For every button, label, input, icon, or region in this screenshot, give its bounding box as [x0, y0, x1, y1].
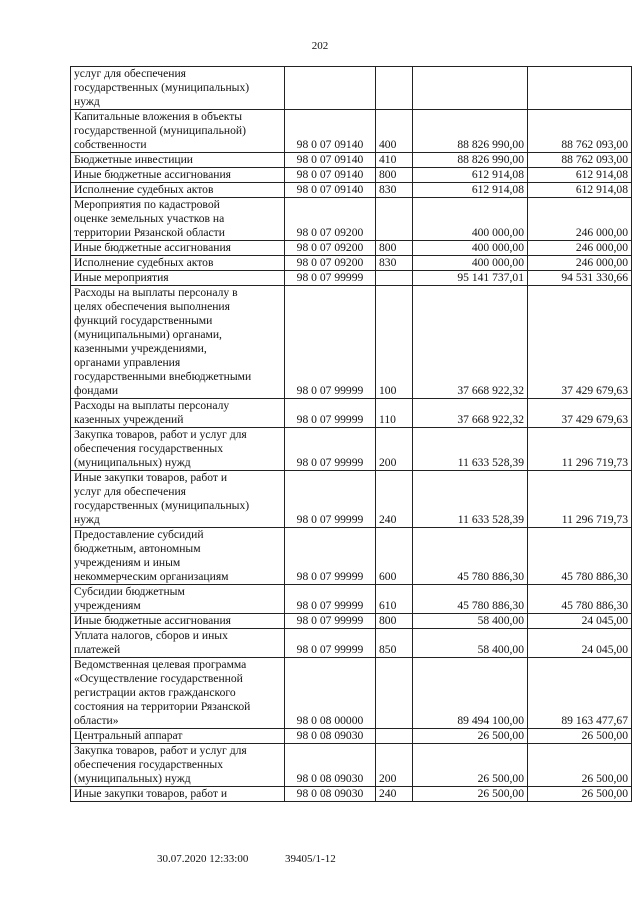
row-value-2020-cell: 88 826 990,00 — [413, 110, 528, 153]
row-type-cell: 200 — [376, 744, 413, 787]
table-row — [71, 658, 632, 729]
row-name-cell: Уплата налогов, сборов и иных платежей — [71, 629, 285, 658]
row-value-2020-cell: 26 500,00 — [413, 744, 528, 787]
table-row — [71, 729, 632, 744]
row-type-cell: 400 — [376, 110, 413, 153]
row-value-executed-cell: 246 000,00 — [528, 256, 632, 271]
row-name-cell: Закупка товаров, работ и услуг для обеспечения государственных (муниципальных) нужд — [71, 744, 285, 787]
row-value-executed-cell: 24 045,00 — [528, 614, 632, 629]
table-row — [71, 198, 632, 241]
row-type-cell: 850 — [376, 629, 413, 658]
row-code-cell: 98 0 07 09140 — [285, 153, 376, 168]
row-name-cell: Иные закупки товаров, работ и — [71, 787, 285, 802]
row-value-2020-cell: 26 500,00 — [413, 787, 528, 802]
row-value-2020-cell: 400 000,00 — [413, 198, 528, 241]
row-type-cell: 410 — [376, 153, 413, 168]
row-value-2020-cell: 26 500,00 — [413, 729, 528, 744]
table-row — [71, 614, 632, 629]
row-type-cell: 800 — [376, 614, 413, 629]
row-value-executed-cell: 88 762 093,00 — [528, 153, 632, 168]
row-value-2020-cell: 11 633 528,39 — [413, 428, 528, 471]
row-type-cell: 830 — [376, 256, 413, 271]
row-code-cell: 98 0 07 99999 — [285, 629, 376, 658]
row-type-cell: 830 — [376, 183, 413, 198]
row-code-cell — [285, 67, 376, 110]
row-value-executed-cell: 94 531 330,66 — [528, 271, 632, 286]
row-value-executed-cell: 89 163 477,67 — [528, 658, 632, 729]
row-value-executed-cell: 37 429 679,63 — [528, 399, 632, 428]
row-code-cell: 98 0 07 09140 — [285, 168, 376, 183]
row-type-cell: 100 — [376, 286, 413, 399]
row-value-2020-cell: 58 400,00 — [413, 629, 528, 658]
row-name-cell: Закупка товаров, работ и услуг для обеспечения государственных (муниципальных) нужд — [71, 428, 285, 471]
row-value-2020-cell — [413, 67, 528, 110]
row-name-cell: Мероприятия по кадастровой оценке земельных участков на территории Рязанской области — [71, 198, 285, 241]
row-type-cell: 240 — [376, 471, 413, 528]
row-name-cell: Расходы на выплаты персоналу казенных учреждений — [71, 399, 285, 428]
row-value-executed-cell: 11 296 719,73 — [528, 471, 632, 528]
row-value-executed-cell: 37 429 679,63 — [528, 286, 632, 399]
row-name-cell: Иные бюджетные ассигнования — [71, 241, 285, 256]
row-code-cell: 98 0 07 99999 — [285, 528, 376, 585]
row-code-cell: 98 0 07 09200 — [285, 241, 376, 256]
table-row — [71, 399, 632, 428]
row-value-2020-cell: 45 780 886,30 — [413, 585, 528, 614]
table-row — [71, 67, 632, 110]
row-value-2020-cell: 37 668 922,32 — [413, 286, 528, 399]
row-type-cell — [376, 67, 413, 110]
row-type-cell: 800 — [376, 168, 413, 183]
row-value-2020-cell: 88 826 990,00 — [413, 153, 528, 168]
budget-table-body — [71, 67, 632, 802]
row-code-cell: 98 0 07 99999 — [285, 428, 376, 471]
row-value-2020-cell: 45 780 886,30 — [413, 528, 528, 585]
row-name-cell: услуг для обеспечения государственных (муниципальных) нужд — [71, 67, 285, 110]
row-type-cell: 800 — [376, 241, 413, 256]
row-type-cell — [376, 729, 413, 744]
row-name-cell: Ведомственная целевая программа «Осуществление государственной регистрации актов гражданского состояния на территории Рязанской области» — [71, 658, 285, 729]
table-row — [71, 744, 632, 787]
row-value-executed-cell: 612 914,08 — [528, 183, 632, 198]
row-value-2020-cell: 400 000,00 — [413, 256, 528, 271]
row-code-cell: 98 0 08 00000 — [285, 658, 376, 729]
row-value-executed-cell: 26 500,00 — [528, 744, 632, 787]
row-value-2020-cell: 612 914,08 — [413, 168, 528, 183]
row-code-cell: 98 0 07 09200 — [285, 256, 376, 271]
row-code-cell: 98 0 07 99999 — [285, 471, 376, 528]
row-code-cell: 98 0 08 09030 — [285, 787, 376, 802]
page-number: 202 — [311, 40, 329, 52]
row-name-cell: Иные бюджетные ассигнования — [71, 168, 285, 183]
table-row — [71, 271, 632, 286]
table-row — [71, 629, 632, 658]
row-value-executed-cell: 246 000,00 — [528, 241, 632, 256]
row-name-cell: Иные мероприятия — [71, 271, 285, 286]
row-type-cell: 240 — [376, 787, 413, 802]
footer-doc-number: 39405/1-12 — [285, 853, 336, 865]
row-value-executed-cell: 88 762 093,00 — [528, 110, 632, 153]
row-code-cell: 98 0 07 99999 — [285, 286, 376, 399]
row-value-2020-cell: 89 494 100,00 — [413, 658, 528, 729]
row-value-executed-cell: 45 780 886,30 — [528, 528, 632, 585]
row-code-cell: 98 0 07 99999 — [285, 271, 376, 286]
row-value-2020-cell: 612 914,08 — [413, 183, 528, 198]
budget-table — [70, 66, 632, 802]
row-value-executed-cell: 26 500,00 — [528, 787, 632, 802]
row-value-2020-cell: 400 000,00 — [413, 241, 528, 256]
row-type-cell: 110 — [376, 399, 413, 428]
row-code-cell: 98 0 07 09140 — [285, 183, 376, 198]
row-type-cell: 600 — [376, 528, 413, 585]
row-name-cell: Центральный аппарат — [71, 729, 285, 744]
row-code-cell: 98 0 07 09200 — [285, 198, 376, 241]
row-value-executed-cell: 26 500,00 — [528, 729, 632, 744]
row-value-executed-cell: 11 296 719,73 — [528, 428, 632, 471]
table-row — [71, 428, 632, 471]
table-row — [71, 256, 632, 271]
row-name-cell: Бюджетные инвестиции — [71, 153, 285, 168]
row-type-cell — [376, 658, 413, 729]
table-row — [71, 787, 632, 802]
table-row — [71, 286, 632, 399]
row-value-executed-cell: 612 914,08 — [528, 168, 632, 183]
row-value-2020-cell: 11 633 528,39 — [413, 471, 528, 528]
table-row — [71, 528, 632, 585]
row-name-cell: Расходы на выплаты персоналу в целях обеспечения выполнения функций государственными (муниципальными) органами, казенными учреждениями, органами управления государственными внебюджетными фондами — [71, 286, 285, 399]
row-name-cell: Иные закупки товаров, работ и услуг для обеспечения государственных (муниципальных) нужд — [71, 471, 285, 528]
row-name-cell: Субсидии бюджетным учреждениям — [71, 585, 285, 614]
row-code-cell: 98 0 08 09030 — [285, 744, 376, 787]
footer-timestamp: 30.07.2020 12:33:00 — [157, 853, 249, 865]
row-value-executed-cell: 246 000,00 — [528, 198, 632, 241]
row-type-cell — [376, 271, 413, 286]
row-name-cell: Исполнение судебных актов — [71, 256, 285, 271]
row-name-cell: Капитальные вложения в объекты государственной (муниципальной) собственности — [71, 110, 285, 153]
row-type-cell: 610 — [376, 585, 413, 614]
row-code-cell: 98 0 07 99999 — [285, 585, 376, 614]
row-value-executed-cell — [528, 67, 632, 110]
row-value-2020-cell: 37 668 922,32 — [413, 399, 528, 428]
row-name-cell: Иные бюджетные ассигнования — [71, 614, 285, 629]
row-name-cell: Исполнение судебных актов — [71, 183, 285, 198]
row-type-cell: 200 — [376, 428, 413, 471]
row-code-cell: 98 0 07 99999 — [285, 399, 376, 428]
table-row — [71, 153, 632, 168]
table-row — [71, 471, 632, 528]
row-value-2020-cell: 58 400,00 — [413, 614, 528, 629]
row-name-cell: Предоставление субсидий бюджетным, автономным учреждениям и иным некоммерческим организациям — [71, 528, 285, 585]
table-row — [71, 168, 632, 183]
row-type-cell — [376, 198, 413, 241]
row-value-2020-cell: 95 141 737,01 — [413, 271, 528, 286]
table-row — [71, 585, 632, 614]
row-code-cell: 98 0 08 09030 — [285, 729, 376, 744]
row-value-executed-cell: 24 045,00 — [528, 629, 632, 658]
row-value-executed-cell: 45 780 886,30 — [528, 585, 632, 614]
table-row — [71, 241, 632, 256]
row-code-cell: 98 0 07 09140 — [285, 110, 376, 153]
row-code-cell: 98 0 07 99999 — [285, 614, 376, 629]
table-row — [71, 183, 632, 198]
table-row — [71, 110, 632, 153]
